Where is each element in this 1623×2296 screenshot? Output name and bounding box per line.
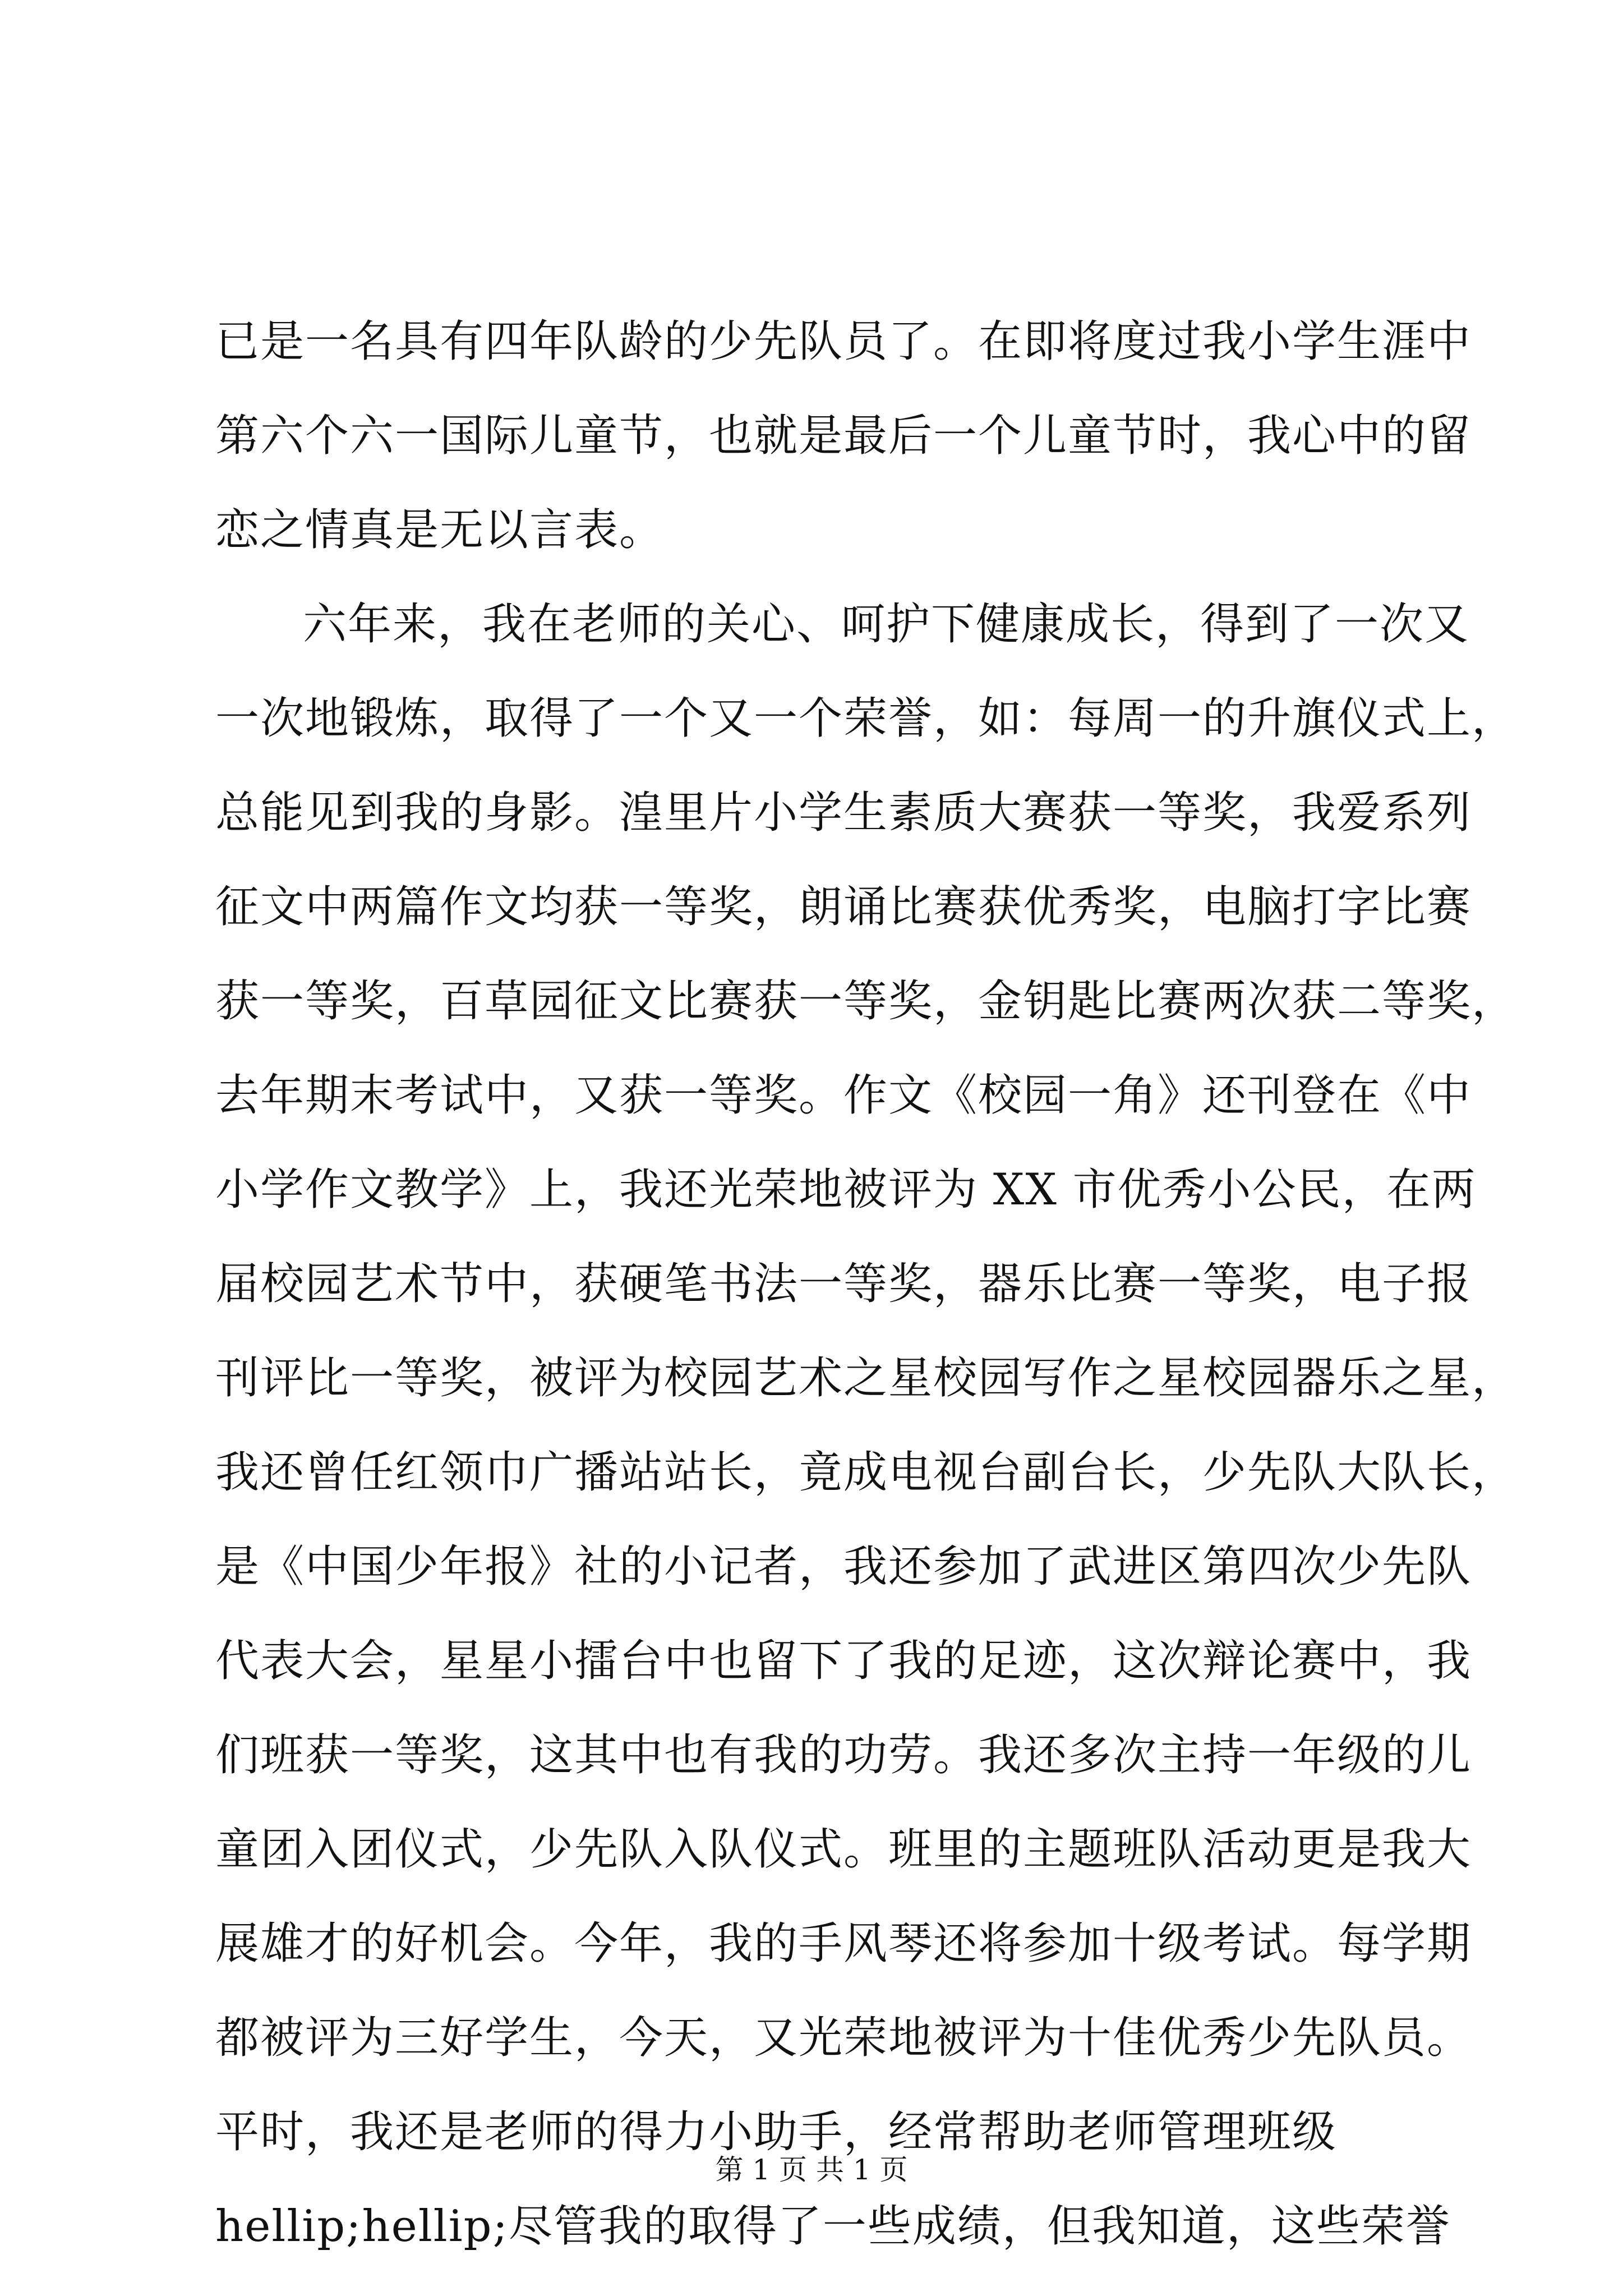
text-line: 都被评为三好学生，今天，又光荣地被评为十佳优秀少先队员。 [215, 2013, 1472, 2063]
text-line: 征文中两篇作文均获一等奖，朗诵比赛获优秀奖，电脑打字比赛 [215, 882, 1472, 932]
text-line: 平时，我还是老师的得力小助手，经常帮助老师管理班级 [215, 2107, 1338, 2157]
text-line: 已是一名具有四年队龄的少先队员了。在即将度过我小学生涯中 [215, 316, 1472, 367]
text-line: 届校园艺术节中，获硬笔书法一等奖，器乐比赛一等奖，电子报 [215, 1259, 1472, 1309]
page-footer [0, 2153, 1623, 2187]
text-line: 小学作文教学》上，我还光荣地被评为 XX 市优秀小公民，在两 [215, 1165, 1477, 1215]
text-line: 总能见到我的身影。湟里片小学生素质大赛获一等奖，我爱系列 [215, 788, 1472, 838]
text-line: 第六个六一国际儿童节，也就是最后一个儿童节时，我心中的留 [215, 411, 1472, 461]
text-line: 刊评比一等奖，被评为校园艺术之星校园写作之星校园器乐之星， [215, 1353, 1517, 1404]
text-line: 代表大会，星星小擂台中也留下了我的足迹，这次辩论赛中，我 [215, 1636, 1472, 1686]
page-number-label: 第 1 页 共 1 页 [715, 2154, 908, 2186]
body-text [215, 295, 1517, 2274]
text-line: 六年来，我在老师的关心、呵护下健康成长，得到了一次又 [303, 599, 1470, 650]
text-line: 们班获一等奖，这其中也有我的功劳。我还多次主持一年级的儿 [215, 1730, 1472, 1780]
text-line: 我还曾任红领巾广播站站长，竟成电视台副台长，少先队大队长， [215, 1447, 1517, 1498]
text-line: 童团入团仪式，少先队入队仪式。班里的主题班队活动更是我大 [215, 1824, 1472, 1875]
text-line: 获一等奖，百草园征文比赛获一等奖，金钥匙比赛两次获二等奖， [215, 976, 1517, 1027]
text-line: hellip;hellip;尽管我的取得了一些成绩，但我知道，这些荣誉 [215, 2201, 1451, 2252]
text-line: 去年期末考试中，又获一等奖。作文《校园一角》还刊登在《中 [215, 1070, 1472, 1121]
text-line: 展雄才的好机会。今年，我的手风琴还将参加十级考试。每学期 [215, 1918, 1472, 1969]
text-line: 是《中国少年报》社的小记者，我还参加了武进区第四次少先队 [215, 1542, 1472, 1592]
text-line: 恋之情真是无以言表。 [215, 505, 665, 555]
text-line: 一次地锻炼，取得了一个又一个荣誉，如：每周一的升旗仪式上， [215, 693, 1517, 744]
